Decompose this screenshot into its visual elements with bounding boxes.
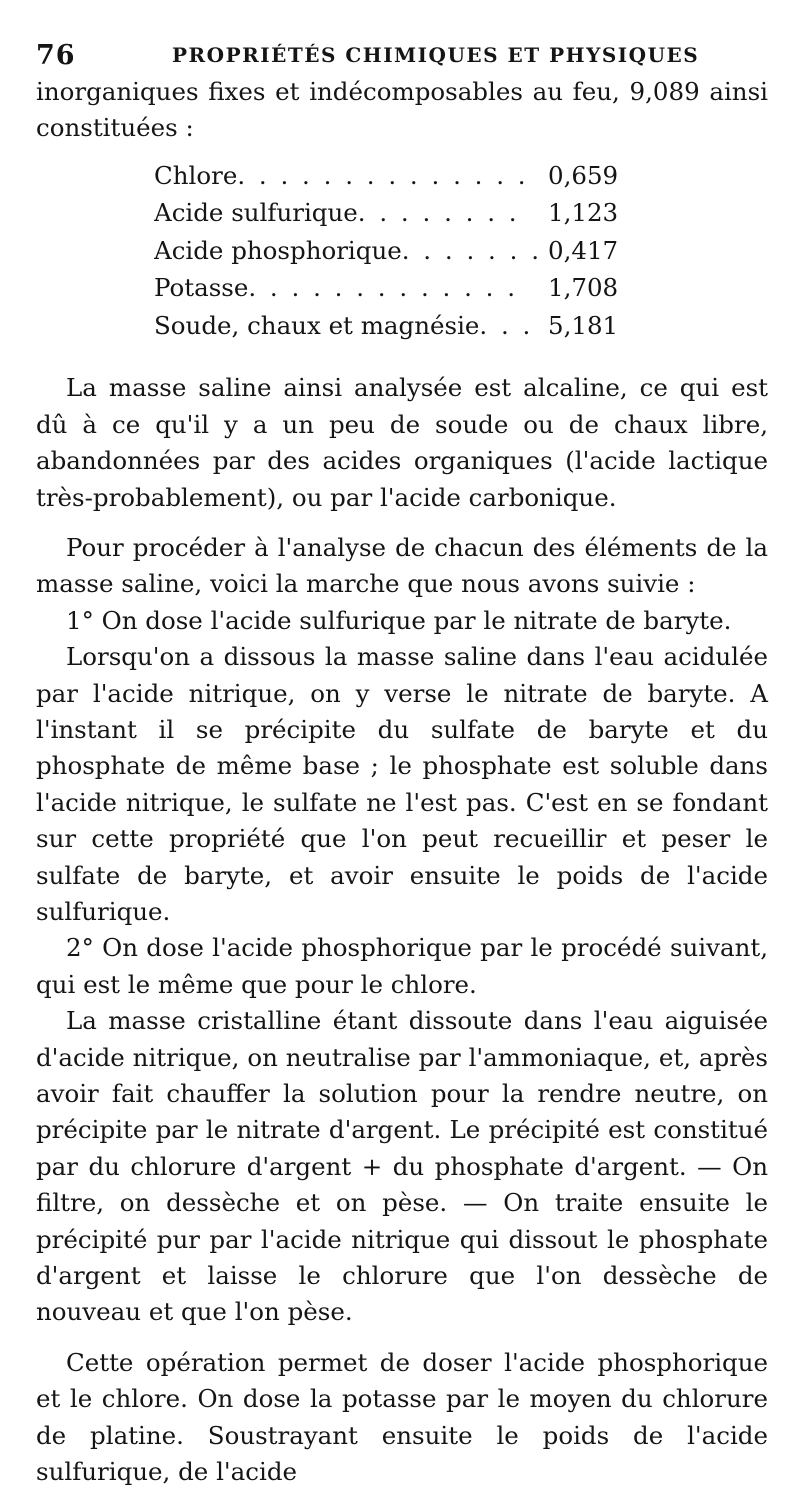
body-paragraph: 2° On dose l'acide phosphorique par le procédé suivant, qui est le même que pour le chlore. — [36, 933, 768, 999]
composition-value: 0,659 — [548, 160, 619, 190]
composition-value: 1,123 — [548, 198, 619, 228]
body-paragraph: La masse saline ainsi analysée est alcaline, ce qui est dû à ce qu'il y a un peu de soude ou de chaux libre, abandonnées par des acides organiques (l'acide lactique très-probablement), ou par l'acide carbonique. — [36, 373, 768, 512]
body-paragraph: Pour procéder à l'analyse de chacun des éléments de la masse saline, voici la marche que nous avons suivie : — [36, 532, 768, 599]
composition-label: Acide sulfurique — [154, 198, 358, 228]
body-paragraph: La masse cristalline étant dissoute dans l'eau aiguisée d'acide nitrique, on neutralise par l'ammoniaque, et, après avoir fait chauffer la solution pour la rendre neutre, on précipite par le nitrate d'argent. Le précipité est constitué par du chlorure d'argent + du phosphate d'argent. — On filtre, on dessèche et on pèse. — On traite ensuite le précipité pur par l'acide nitrique qui dissout le phosphate d'argent et laisse le chlorure que l'on dessèche de nouveau et que l'on pèse. — [36, 1006, 768, 1327]
composition-label: Soude, chaux et magnésie — [154, 310, 480, 340]
leader-dots: . . . . . . . . . . . . . . — [237, 160, 529, 190]
composition-label: Chlore — [154, 160, 238, 190]
book-page — [36, 40, 768, 1491]
composition-row — [36, 232, 768, 270]
composition-row — [36, 269, 768, 307]
leader-dots: . . . — [479, 310, 534, 340]
composition-label: Potasse — [154, 273, 249, 303]
composition-value: 0,417 — [548, 235, 619, 265]
composition-row — [36, 157, 768, 195]
body-paragraph: Cette opération permet de doser l'acide phosphorique et le chlore. On dose la potasse par le moyen du chlorure de platine. Soustrayant ensuite le poids de l'acide sulfurique, de l'acide — [36, 1347, 768, 1487]
leader-dots: . . . . . . . . — [357, 198, 520, 228]
leader-dots: . . . . . . . . . . . . . — [248, 273, 519, 303]
body-paragraph: Lorsqu'on a dissous la masse saline dans l'eau acidulée par l'acide nitrique, on y verse le nitrate de baryte. A l'instant il se précipite du sulfate de baryte et du phosphate de même base ; le phosphate est soluble dans l'acide nitrique, le sulfate ne l'est pas. C'est en se fondant sur cette propriété que l'on peut recueillir et peser le sulfate de baryte, et avoir ensuite le poids de l'acide sulfurique. — [36, 642, 768, 926]
composition-label: Acide phosphorique — [154, 235, 402, 265]
leader-dots: . . . . . . . — [401, 235, 542, 265]
composition-row — [36, 307, 768, 345]
page-number: 76 — [36, 40, 76, 71]
composition-table — [36, 157, 768, 345]
composition-value: 5,181 — [548, 310, 619, 340]
intro-paragraph: inorganiques fixes et indécomposables au feu, 9,089 ainsi constituées : — [36, 77, 768, 143]
body-paragraph: 1° On dose l'acide sulfurique par le nitrate de baryte. — [66, 605, 732, 635]
composition-row — [36, 194, 768, 232]
composition-value: 1,708 — [548, 273, 619, 303]
running-head — [36, 40, 768, 74]
running-title: PROPRIÉTÉS CHIMIQUES ET PHYSIQUES — [172, 43, 700, 67]
